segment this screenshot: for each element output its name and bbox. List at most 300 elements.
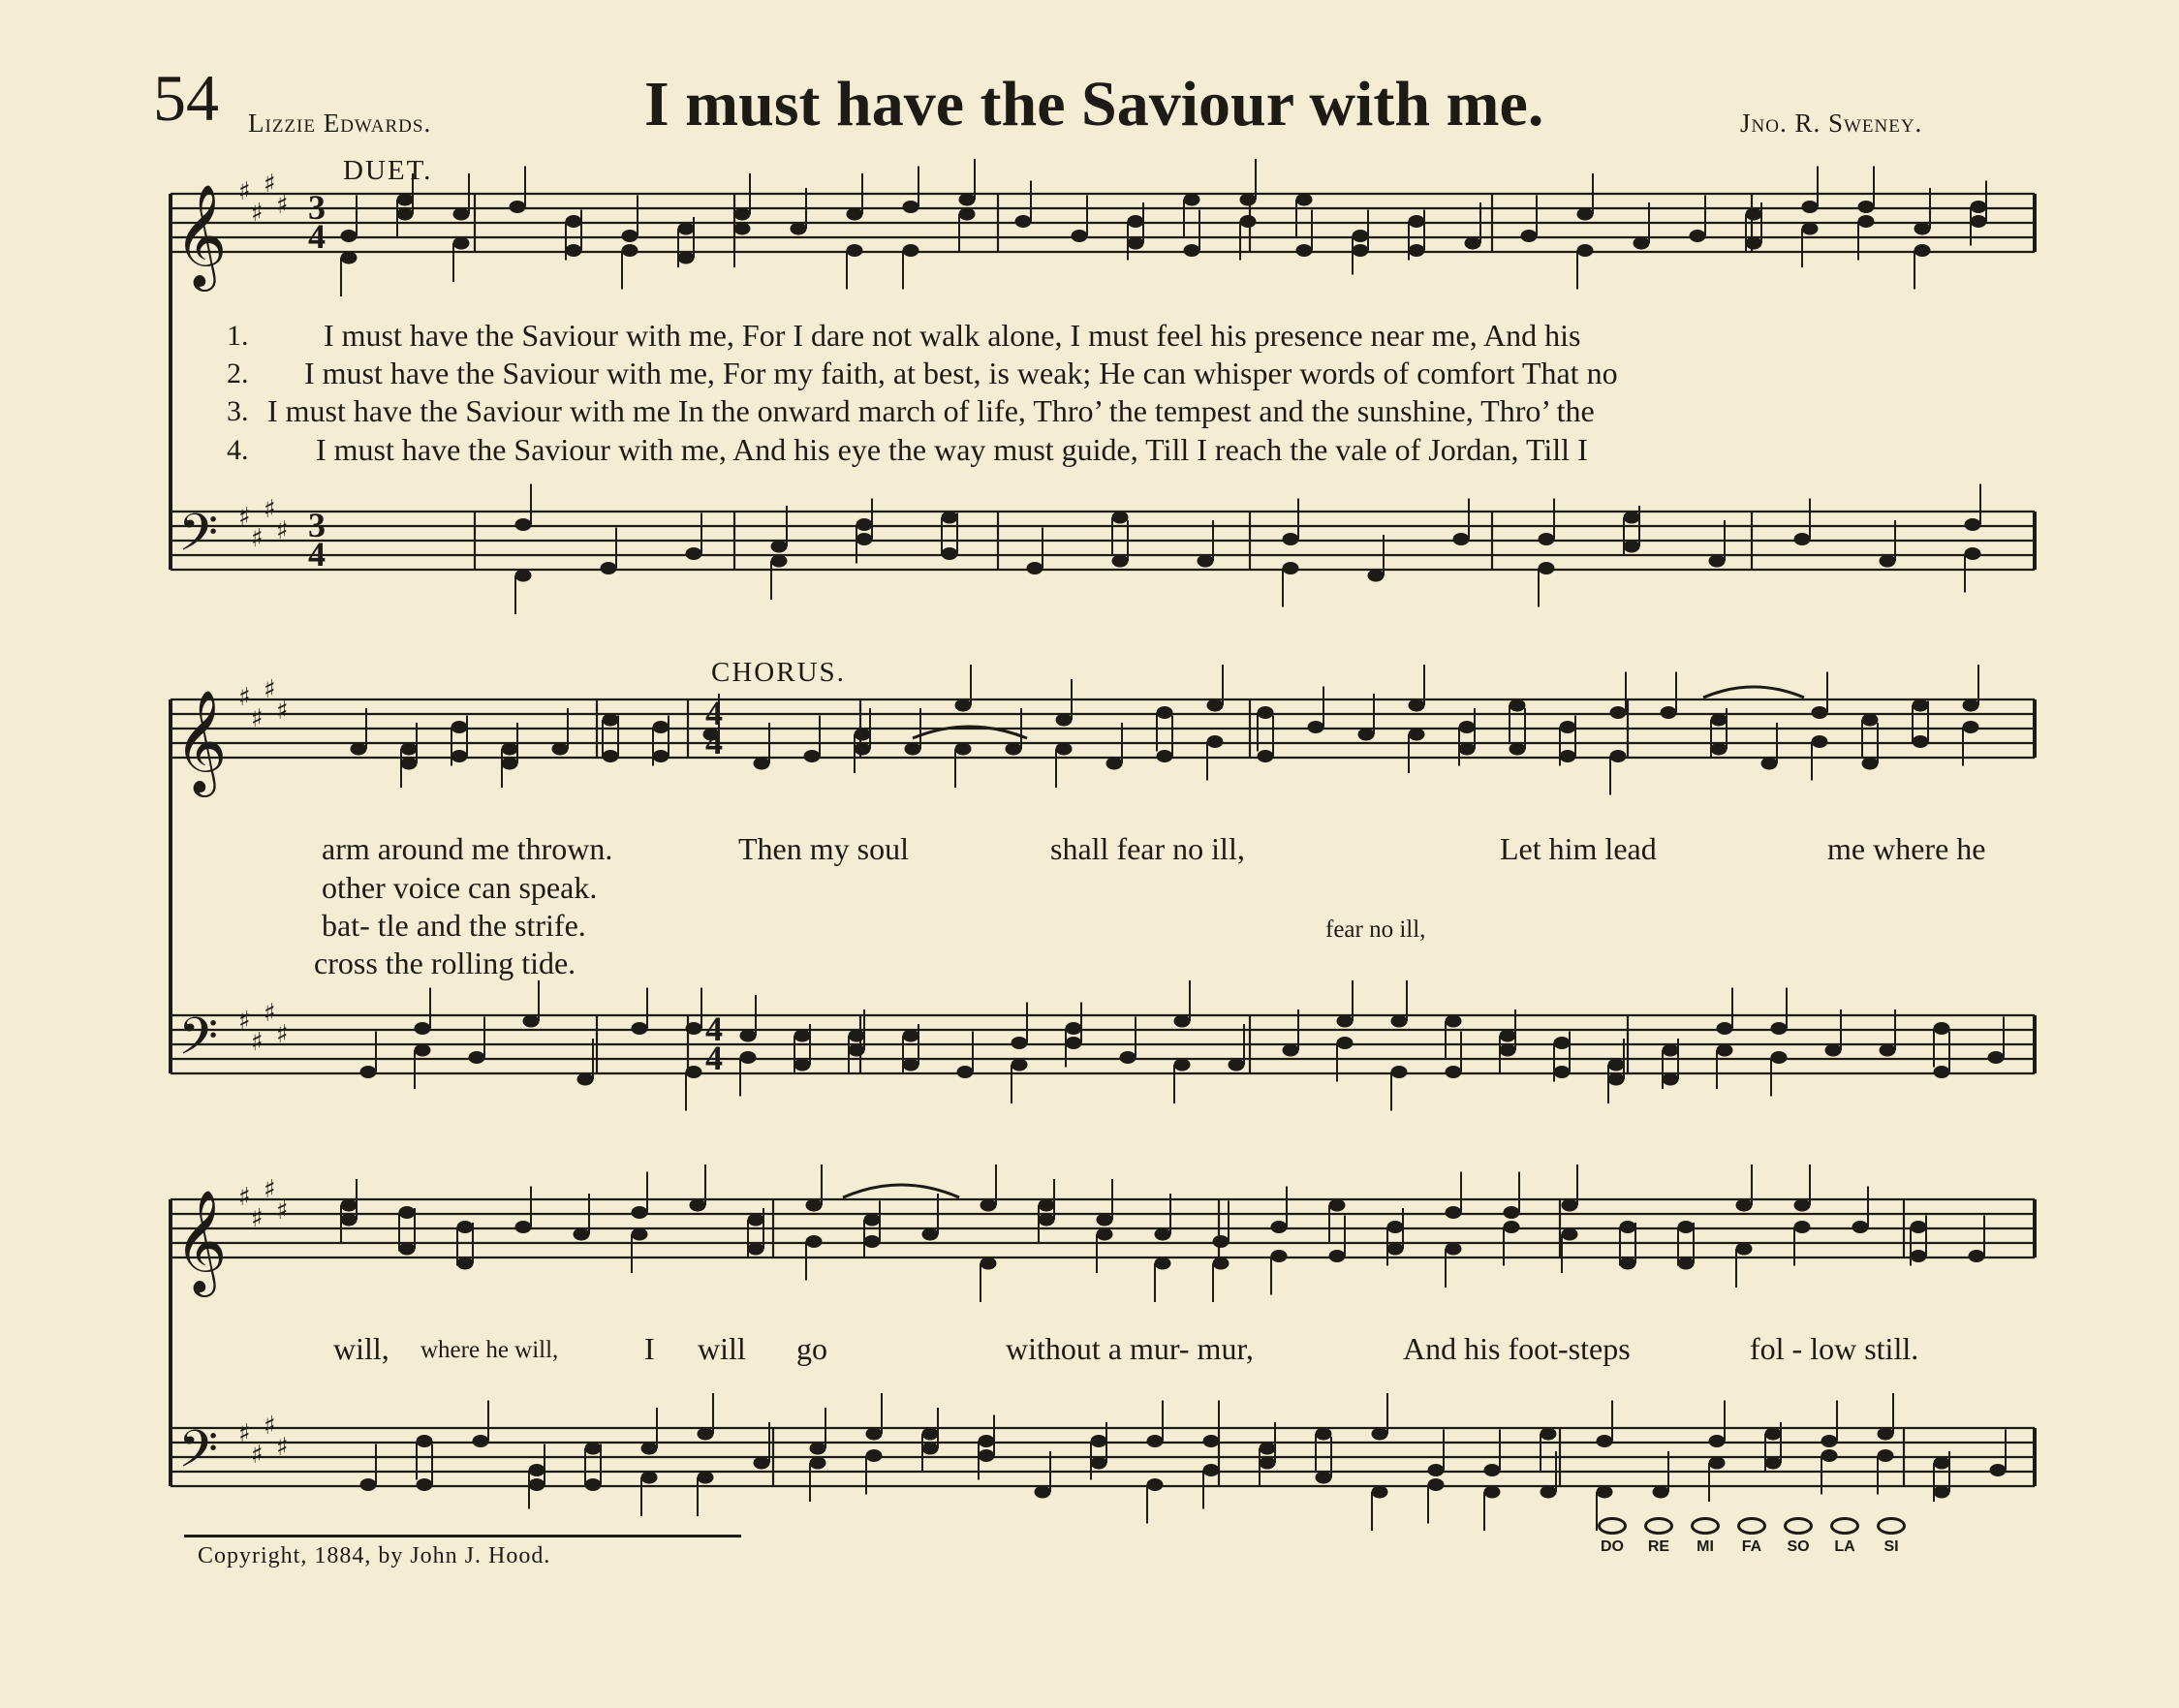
bass-note [1283,534,1298,545]
bass-clef-icon: 𝄢 [178,504,219,575]
bass-note [1337,1038,1353,1049]
soprano-note [1746,208,1761,220]
bass-note [1541,1486,1556,1498]
bass-note [585,1479,601,1491]
time-signature: 4 [705,723,723,761]
soprano-note [1794,1199,1810,1211]
soprano-note [1913,736,1928,748]
verse-1-number: 1. [227,320,249,352]
soprano-note [1387,1222,1403,1233]
soprano-note [1446,1207,1461,1219]
soprano-note [399,1207,415,1219]
mi-shape-icon [1691,1517,1720,1535]
soprano-note [1914,223,1930,234]
bass-note [1120,1052,1136,1064]
soprano-note [1409,729,1424,740]
soprano-note [341,252,357,264]
do-shape-icon [1598,1517,1627,1535]
bass-note [810,1443,825,1454]
poet-credit: Lizzie Edwards. [248,109,432,138]
so-shape-icon [1784,1517,1813,1535]
fa-shape-icon [1737,1517,1766,1535]
soprano-note [574,1228,589,1240]
bass-note [754,1457,769,1469]
soprano-note [502,758,517,769]
soprano-note [603,751,618,762]
bass-note [1709,1457,1725,1469]
bass-note [1988,1052,2004,1064]
ending-verse-1: arm around me thrown. [322,831,613,866]
bass-note [1821,1450,1837,1462]
copyright-rule [184,1535,741,1537]
bass-note [1880,1044,1895,1056]
soprano-note [1056,714,1072,726]
bass-note [866,1450,882,1462]
soprano-note [1184,194,1199,205]
ending-verse-4: cross the rolling tide. [314,946,576,980]
bass-note [1066,1023,1081,1035]
sharp-icon: ♯ [238,503,251,532]
chorus-word-3: Let him lead [1500,831,1657,866]
bass-note [686,548,701,560]
hymn-title: I must have the Saviour with me. [644,69,1544,140]
bass-note [1624,541,1639,552]
la-shape-icon [1830,1517,1859,1535]
soprano-note [754,758,769,769]
verse-3-number: 3. [227,395,249,427]
bass-note [903,1030,918,1041]
bass-note [415,1023,430,1035]
bass-note [771,555,787,567]
time-signature: 4 [308,535,326,574]
soprano-note [1969,1251,1984,1262]
bass-note [1878,1450,1893,1462]
soprano-note [1240,194,1256,205]
soprano-note [1409,699,1424,711]
bass-note [1337,1015,1353,1027]
bass-note [1203,1436,1219,1447]
bass-note [515,570,531,581]
bass-note [1035,1486,1050,1498]
key-so: SO [1780,1517,1817,1556]
soprano-note [1184,245,1199,257]
time-signature: 4 [705,694,723,732]
bass-note [1391,1067,1407,1078]
bass-note [1500,1030,1515,1041]
bass-note [1283,1044,1298,1056]
bass-note [942,512,957,523]
soprano-note [1015,216,1031,228]
soprano-note [1802,202,1818,213]
bass-note [1391,1015,1407,1027]
soprano-note [847,245,862,257]
soprano-note [502,743,517,755]
bass-note [1428,1465,1444,1476]
chorus-line3-word-2: where he will, [420,1337,559,1363]
bass-note [1229,1059,1244,1071]
bass-note [1990,1465,2006,1476]
bass-note [1112,555,1128,567]
chorus-line3-word-5: go [796,1331,827,1366]
key-re: RE [1640,1517,1677,1556]
soprano-note [341,231,357,242]
soprano-note [1504,1222,1519,1233]
bass-note [1027,563,1043,575]
bass-note [1539,563,1554,575]
soprano-note [678,252,694,264]
bass-note [856,534,872,545]
soprano-note [1802,223,1818,234]
bass-note [1012,1059,1027,1071]
soprano-note [864,1214,880,1226]
bass-note [529,1465,545,1476]
bass-note [1428,1479,1444,1491]
soprano-note [1308,722,1323,733]
soprano-note [1157,707,1172,719]
soprano-note [510,202,525,213]
duet-label: DUET. [343,155,433,186]
sharp-icon: ♯ [264,1175,276,1204]
bass-note [698,1472,713,1483]
bass-note [415,1044,430,1056]
soprano-note [515,1222,531,1233]
soprano-note [1963,722,1978,733]
bass-note [1771,1023,1787,1035]
soprano-note [1562,1199,1577,1211]
bass-note [849,1044,864,1056]
soprano-note [1387,1243,1403,1255]
soprano-note [1409,245,1424,257]
sharp-icon: ♯ [238,177,251,206]
verse-4-text: I must have the Saviour with me, And his eye the way must guide, Till I reach the vale of Jordan, Till I [316,432,1588,467]
bass-note [979,1450,994,1462]
bass-note [1368,570,1384,581]
soprano-note [855,729,870,740]
soprano-note [1213,1258,1229,1269]
soprano-note [1736,1243,1752,1255]
soprano-note [1271,1251,1287,1262]
soprano-note [1039,1199,1054,1211]
bass-note [1453,534,1469,545]
soprano-note [1106,758,1122,769]
soprano-note [734,223,750,234]
bass-note [1446,1015,1461,1027]
soprano-note [922,1228,938,1240]
bass-note [1934,1457,1949,1469]
bass-note [469,1052,484,1064]
soprano-note [1329,1251,1345,1262]
ending-verse-3: bat- tle and the strife. [322,908,586,943]
soprano-note [1914,245,1930,257]
soprano-note [855,743,870,755]
soprano-note [1097,1228,1112,1240]
bass-note [740,1052,756,1064]
sharp-icon: ♯ [238,1007,251,1036]
ending-verse-2: other voice can speak. [322,870,598,905]
sharp-icon: ♯ [251,1441,264,1470]
alto-echo: fear no ill, [1325,916,1426,943]
soprano-note [1097,1214,1112,1226]
bass-note [1880,555,1895,567]
soprano-note [1963,699,1978,711]
bass-note [942,548,957,560]
bass-note [903,1059,918,1071]
soprano-note [1911,1222,1926,1233]
sharp-icon: ♯ [264,999,276,1028]
sharp-icon: ♯ [276,516,289,545]
bass-note [1484,1465,1500,1476]
bass-note [686,1023,701,1035]
soprano-note [1072,231,1087,242]
key-si: SI [1873,1517,1910,1556]
soprano-note [1577,208,1593,220]
bass-note [1446,1067,1461,1078]
sharp-icon: ♯ [264,675,276,704]
soprano-note [1465,237,1480,249]
soprano-note [1746,237,1761,249]
bass-note [1821,1436,1837,1447]
bass-note [1316,1472,1331,1483]
soprano-note [1560,722,1575,733]
bass-note [1091,1457,1106,1469]
chorus-line3-word-3: I [644,1331,655,1366]
soprano-note [1562,1228,1577,1240]
bass-note [1091,1436,1106,1447]
shape-note-key [1594,1517,1910,1556]
soprano-note [1296,194,1312,205]
verse-4-number: 4. [227,434,249,466]
bass-note [1484,1486,1500,1498]
bass-note [686,1067,701,1078]
soprano-note [1510,699,1525,711]
soprano-note [603,714,618,726]
soprano-note [1577,245,1593,257]
soprano-note [804,751,820,762]
soprano-note [1271,1222,1287,1233]
soprano-note [1610,751,1626,762]
bass-note [529,1479,545,1491]
soprano-note [1207,736,1223,748]
bass-note [641,1472,657,1483]
bass-note [1283,563,1298,575]
bass-note [1316,1428,1331,1440]
time-signature: 3 [308,506,326,544]
bass-note [1934,1067,1949,1078]
soprano-note [1213,1236,1229,1248]
soprano-note [1812,707,1827,719]
bass-note [1372,1486,1387,1498]
soprano-note [1736,1199,1752,1211]
soprano-note [1858,216,1874,228]
bass-note [523,1015,539,1027]
soprano-note [806,1236,822,1248]
soprano-note [903,202,918,213]
verse-3-text: I must have the Saviour with me In the onward march of life, Thro’ the tempest and the sunshine, Thro’ the [267,393,1595,428]
soprano-note [734,208,750,220]
bass-note [1717,1023,1732,1035]
soprano-note [1913,699,1928,711]
soprano-note [653,751,669,762]
soprano-note [632,1228,647,1240]
chorus-label: CHORUS. [711,657,846,688]
sharp-icon: ♯ [276,1020,289,1049]
soprano-note [1353,245,1368,257]
soprano-note [1862,758,1878,769]
soprano-note [1711,743,1727,755]
soprano-note [959,194,975,205]
bass-note [1066,1038,1081,1049]
soprano-note [905,743,920,755]
soprano-note [1409,216,1424,228]
soprano-note [1157,751,1172,762]
sharp-icon: ♯ [251,1204,264,1233]
soprano-note [399,1243,415,1255]
soprano-note [1858,202,1874,213]
soprano-note [451,751,467,762]
bass-note [515,519,531,531]
soprano-note [791,223,806,234]
bass-note [1663,1044,1678,1056]
sharp-icon: ♯ [238,683,251,712]
soprano-note [748,1214,763,1226]
soprano-note [1634,237,1649,249]
soprano-note [622,245,638,257]
soprano-note [1329,1199,1345,1211]
bass-note [1765,1428,1781,1440]
soprano-note [653,722,669,733]
bass-note [1597,1486,1612,1498]
bass-note [740,1030,756,1041]
soprano-note [552,743,568,755]
sharp-icon: ♯ [264,1412,276,1441]
verse-1-text: I must have the Saviour with me, For I dare not walk alone, I must feel his presence near me, And his [324,318,1581,353]
sharp-icon: ♯ [264,170,276,199]
tie-slur [843,1185,959,1197]
bass-note [849,1030,864,1041]
bass-note [641,1443,657,1454]
soprano-note [1039,1214,1054,1226]
soprano-note [1610,707,1626,719]
soprano-note [1812,736,1827,748]
bass-note [1203,1465,1219,1476]
soprano-note [453,237,469,249]
soprano-note [1521,231,1537,242]
soprano-note [1446,1243,1461,1255]
soprano-note [1258,751,1273,762]
treble-clef-icon: 𝄞 [174,183,228,287]
soprano-note [959,208,975,220]
soprano-note [1006,743,1021,755]
bass-note [1012,1038,1027,1049]
bass-note [1878,1428,1893,1440]
bass-note [1147,1479,1163,1491]
soprano-note [1504,1207,1519,1219]
bass-note [1663,1073,1678,1085]
copyright-notice: Copyright, 1884, by John J. Hood. [198,1543,551,1568]
soprano-note [401,743,417,755]
soprano-note [1620,1258,1635,1269]
re-shape-icon [1644,1517,1673,1535]
tie-slur [1703,687,1804,698]
bass-note [1794,534,1810,545]
soprano-note [453,208,469,220]
soprano-note [632,1207,647,1219]
soprano-note [1971,202,1986,213]
bass-note [922,1428,938,1440]
bass-note [698,1428,713,1440]
soprano-note [1459,743,1475,755]
bass-note [1260,1457,1275,1469]
soprano-note [1128,216,1143,228]
bass-note [957,1067,973,1078]
sharp-icon: ♯ [251,524,264,553]
soprano-note [1353,231,1368,242]
bass-note [1608,1059,1624,1071]
bass-note [1112,512,1128,523]
soprano-note [341,1214,357,1226]
bass-note [1174,1059,1190,1071]
treble-clef-icon: 𝄞 [174,689,228,792]
soprano-note [457,1258,473,1269]
soprano-note [748,1243,763,1255]
bass-note [417,1479,432,1491]
bass-note [417,1436,432,1447]
verse-2-text: I must have the Saviour with me, For my faith, at best, is weak; He can whisper words of comfort That no [304,356,1618,390]
chorus-line3-word-6: without a mur- mur, [1006,1331,1254,1366]
bass-note [601,563,616,575]
soprano-note [1971,216,1986,228]
bass-note [856,519,872,531]
soprano-note [1690,231,1705,242]
soprano-note [1794,1222,1810,1233]
soprano-note [397,194,413,205]
soprano-note [806,1199,822,1211]
chorus-line3-word-7: And his foot-steps [1403,1331,1631,1366]
soprano-note [1296,245,1312,257]
bass-note [1198,555,1213,567]
soprano-note [622,231,638,242]
bass-clef-icon: 𝄢 [178,1420,219,1492]
bass-note [1554,1067,1570,1078]
bass-note [1765,1457,1781,1469]
bass-note [360,1067,376,1078]
time-signature: 4 [705,1009,723,1048]
soprano-note [1258,707,1273,719]
bass-note [577,1073,593,1085]
soprano-note [1862,714,1878,726]
bass-note [360,1479,376,1491]
bass-note [1934,1023,1949,1035]
bass-note [771,541,787,552]
soprano-note [690,1199,705,1211]
sharp-icon: ♯ [264,495,276,524]
bass-note [794,1059,810,1071]
soprano-note [451,722,467,733]
soprano-note [1678,1258,1694,1269]
bass-note [810,1457,825,1469]
bass-note [1709,555,1725,567]
bass-note [1608,1073,1624,1085]
soprano-note [351,743,366,755]
soprano-note [903,245,918,257]
bass-note [1147,1436,1163,1447]
soprano-note [864,1236,880,1248]
soprano-note [1711,714,1727,726]
soprano-note [981,1258,996,1269]
soprano-note [401,758,417,769]
bass-note [794,1030,810,1041]
key-la: LA [1826,1517,1863,1556]
